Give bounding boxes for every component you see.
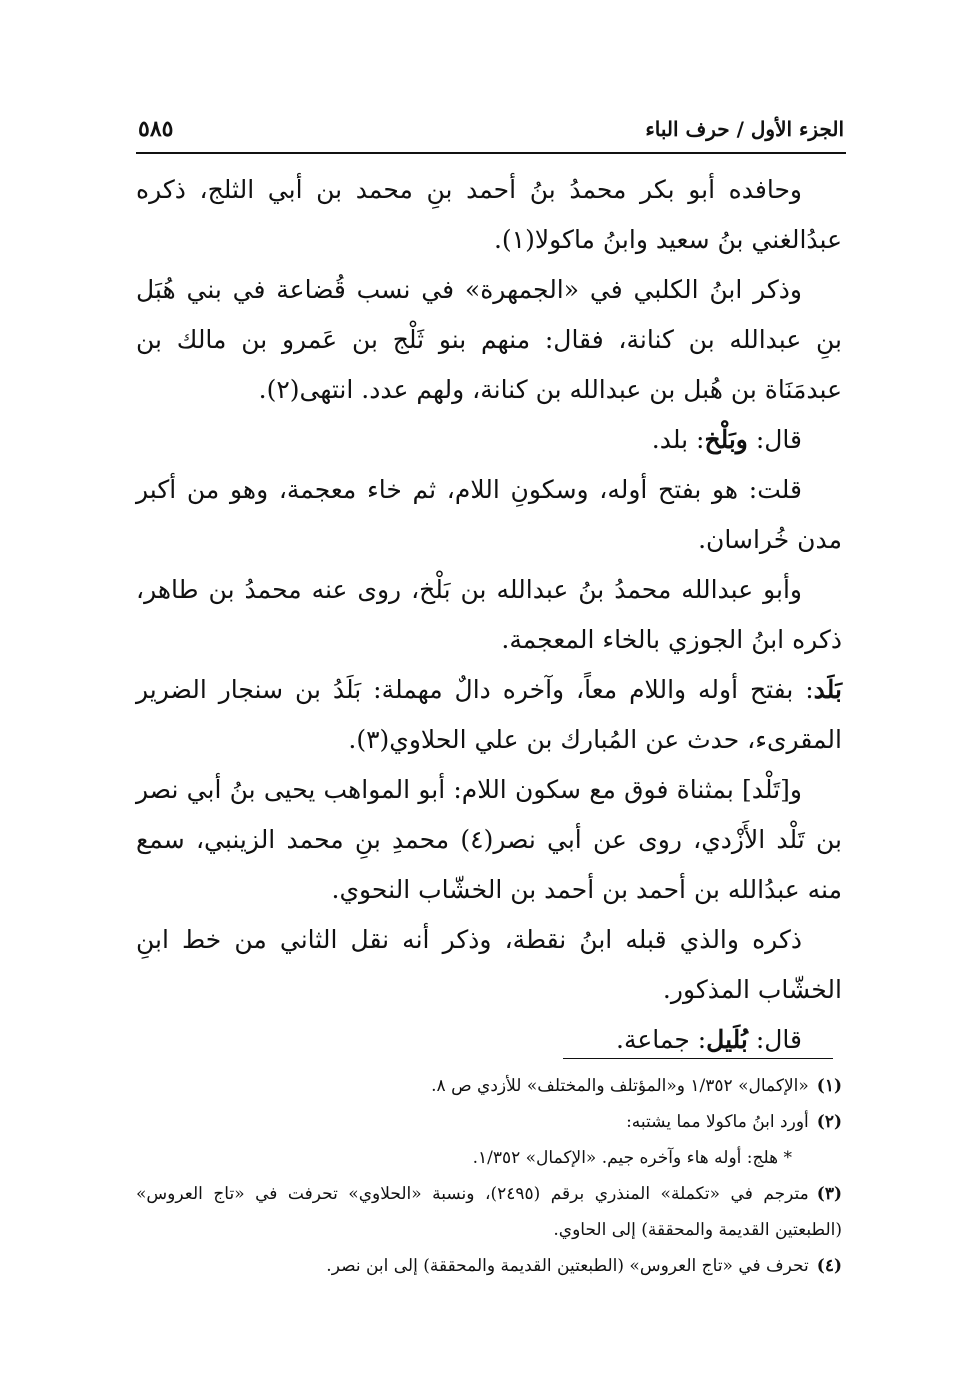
footnote-3	[136, 1176, 842, 1248]
paragraph-8: ذكره والذي قبله ابنُ نقطة، وذكر أنه نقل الثاني من خط ابنِ الخشّاب المذكور.	[136, 925, 842, 1004]
paragraph-3-prefix: قال:	[747, 425, 802, 454]
footnote-number: (٢)	[816, 1112, 842, 1132]
footnote-rule	[563, 1058, 833, 1059]
entry-word-balkh: وبَلْخ	[704, 425, 748, 454]
footnote-number: (١)	[816, 1076, 842, 1096]
footnote-4	[136, 1248, 842, 1284]
entry-word-balad: بَلَد	[813, 675, 842, 704]
footnote-text: * هلج: أوله هاء وآخره جيم. «الإكمال» ١/٣٥٢.	[472, 1148, 792, 1168]
footnote-number: (٤)	[816, 1256, 842, 1276]
paragraph-2: وذكر ابنُ الكلبي في «الجمهرة» في نسب قُضاعة في بني هُبَل بنِ عبدالله بن كنانة، فقال: منهم بنو ثَلْج بن عَمرو بن مالك بن عبدمَنَاة بن هُبل بن عبدالله بن كنانة، ولهم عدد. انتهى(٢).	[136, 275, 842, 404]
footnote-text: تحرف في «تاج العروس» (الطبعتين القديمة والمحققة) إلى ابن نصر.	[326, 1256, 809, 1276]
running-title: الجزء الأول / حرف الباء	[645, 117, 844, 141]
footnote-2-detail	[136, 1140, 842, 1176]
footnote-text: مترجم في «تكملة» المنذري برقم (٢٤٩٥)، ونسبة «الحلاوي» تحرفت في «تاج العروس» (الطبعتين القديمة والمحققة) إلى الحاوي.	[136, 1184, 842, 1240]
paragraph-9-prefix: قال:	[747, 1025, 802, 1054]
paragraph-4: قلت: هو بفتح أوله، وسكونِ اللام، ثم خاء معجمة، وهو من أكبر مدن خُراسان.	[136, 475, 842, 554]
paragraph-7: و[تَلْد] بمثناة فوق مع سكون اللام: أبو المواهب يحيى بنُ أبي نصر بن تَلْد الأَزْدي، روى عن أبي نصر(٤) محمدِ بنِ محمد الزينبي، سمع منه عبدُالله بن أحمد بن أحمد بن الخشّاب النحوي.	[136, 775, 842, 904]
entry-word-bulayl: بُلَيل	[706, 1025, 748, 1054]
page-number: ٥٨٥	[138, 116, 174, 142]
footnotes	[136, 1068, 842, 1284]
paragraph-5: وأبو عبدالله محمدُ بنُ عبدالله بن بَلْخ، روى عنه محمدُ بن طاهر، ذكره ابنُ الجوزي بالخاء المعجمة.	[136, 575, 842, 654]
footnote-1	[136, 1068, 842, 1104]
footnote-text: «الإكمال» ١/٣٥٢ و«المؤتلف والمختلف» للأزدي ص ٨.	[431, 1076, 809, 1096]
paragraph-6-rest: : بفتح أوله واللام معاً، وآخره دالٌ مهملة: بَلَدُ بن سنجار الضرير المقرىء، حدث عن المُبارك بن علي الحلاوي(٣).	[136, 675, 842, 754]
page-header	[138, 112, 844, 146]
main-text	[136, 165, 842, 1065]
paragraph-6	[136, 665, 842, 765]
paragraph-1: وحافده أبو بكر محمدُ بنُ أحمد بنِ محمد بن أبي الثلج، ذكره عبدُالغني بنُ سعيد وابنُ ماكولا(١).	[136, 175, 842, 254]
paragraph-3	[136, 415, 842, 465]
header-rule	[136, 152, 846, 154]
footnote-2	[136, 1104, 842, 1140]
footnote-text: أورد ابنُ ماكولا مما يشتبه:	[626, 1112, 809, 1132]
paragraph-9-rest: : جماعة.	[616, 1025, 707, 1054]
footnote-number: (٣)	[816, 1184, 842, 1204]
paragraph-3-rest: : بلد.	[651, 425, 705, 454]
